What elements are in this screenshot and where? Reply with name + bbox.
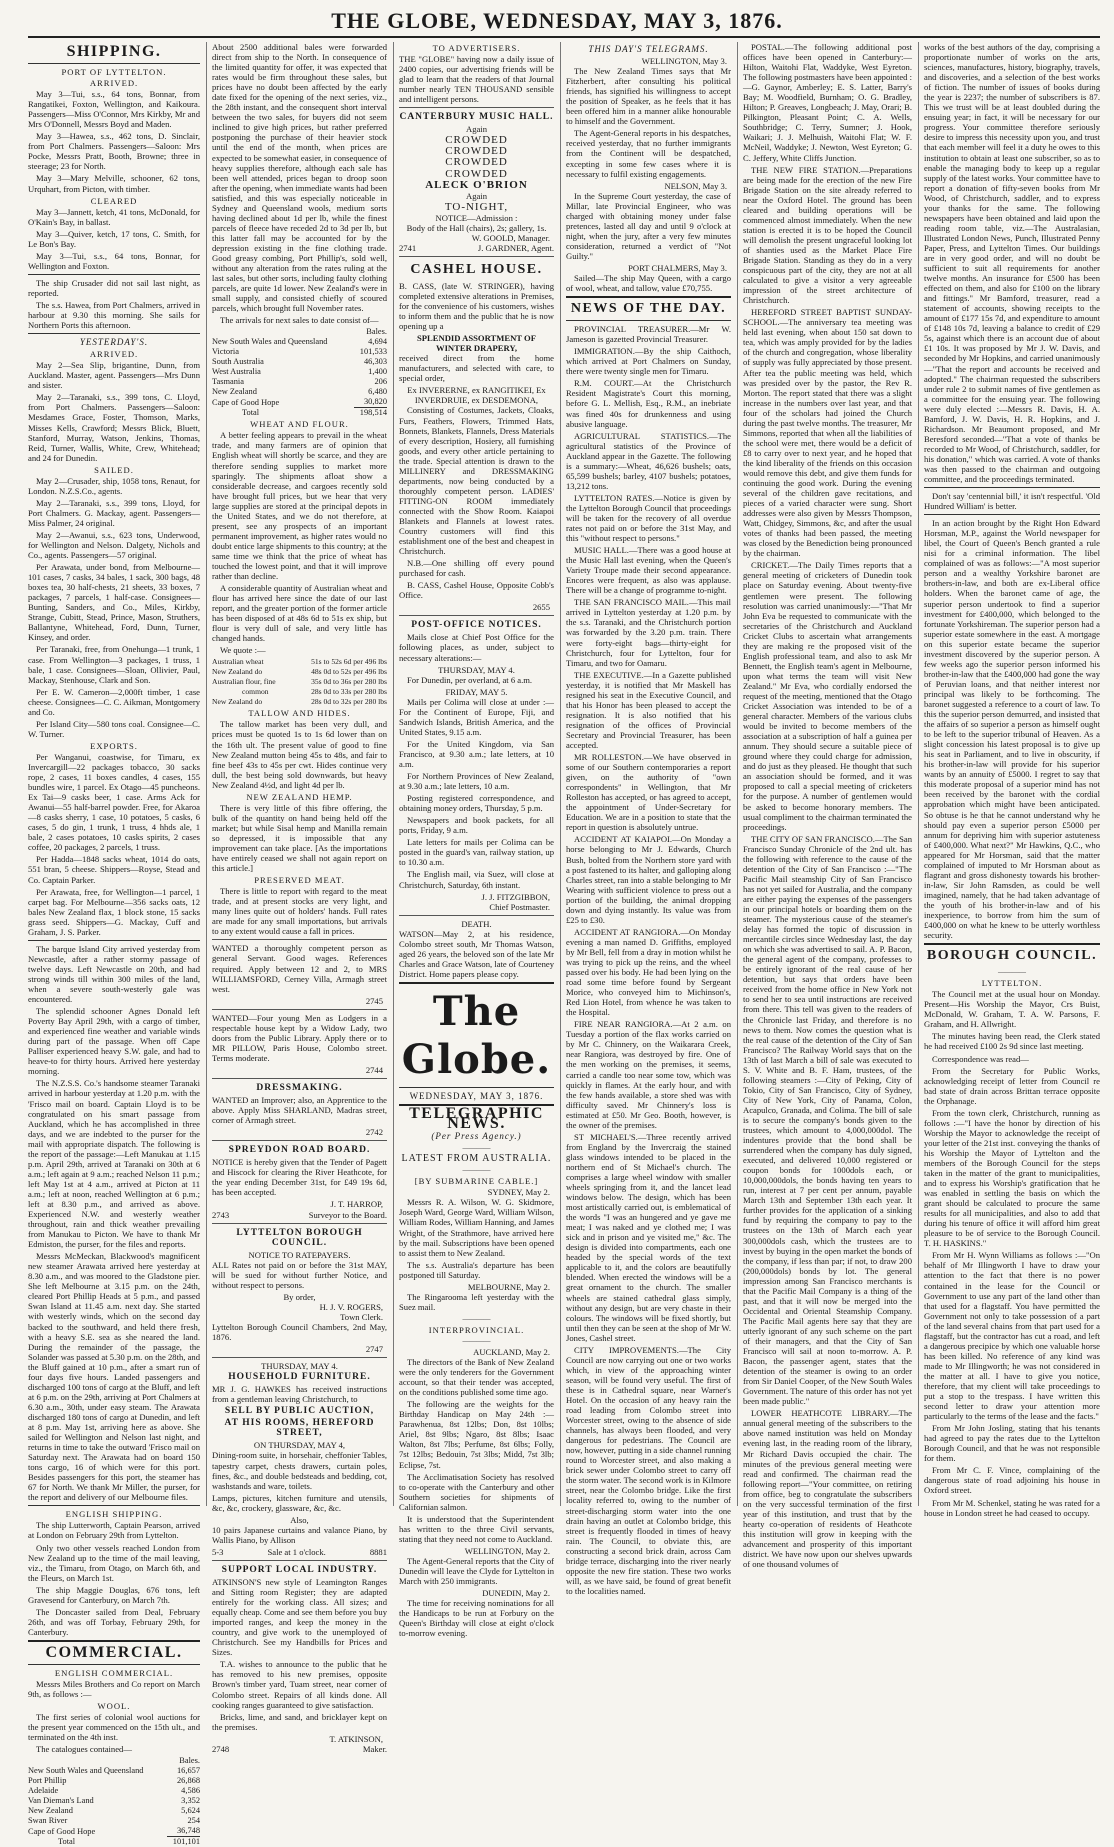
advert-dressmaking: DRESSMAKING. WANTED an Improver; also, an Apprentice to the above. Apply Miss SHARLAND, Madras street, corner of Armagh street. 2742	[212, 1078, 387, 1137]
table-total: Total 101,101	[58, 1837, 200, 1847]
telegram: The Agent-General reports that the City of Dunedin will leave the Clyde for Lyttelton in March with 250 immigrants.	[399, 1555, 554, 1587]
advert-lodgers: WANTED—Four young Men as Lodgers in a respectable house kept by a Widow Lady, two doors from the Public Library. Apply there or to MR PILLOW, Paris House, Colombo street. Terms moderate. 2744	[212, 1009, 387, 1075]
column-rule	[560, 42, 561, 1506]
arrival-entry: May 3—Mary Melville, schooner, 62 tons, Urquhart, from Picton, with timber.	[28, 173, 200, 194]
news-item: THE NEW FIRE STATION.—Preparations are being made for the erection of the new Fire Brigade Station on the site already referred to near the Oxford Hotel. The ground has been cleared and building operations will be commenced almost immediately. When the new station is erected it is to be hoped the Council will demolish the present ungraceful looking lot of shanties used as the Market Place Fire Brigade Station. Standing as they do in a very conspicuous part of the city, they are not at all calculated to give a visitor a very agreeable impression of the street architecture of Christchurch.	[743, 164, 912, 306]
advert-number: 2747	[365, 1344, 383, 1355]
telegram: The s.s. Australia's departure has been postponed till Saturday.	[399, 1259, 554, 1280]
globe-date: WEDNESDAY, MAY 3, 1876.	[409, 1090, 544, 1101]
advert-number: 2743	[212, 1209, 230, 1220]
dateline: NELSON, May 3.	[664, 180, 727, 191]
this-days-telegrams: THIS DAY'S TELEGRAMS.	[588, 44, 709, 54]
hemp-paragraph: There is very little of this fibre offering, the bulk of the quantity on hand being held off the market; but while Sisal hemp and Manilla remain so depressed, it is impossible that any improvement can take place. [As the importations have entirely ceased we shall not again report on this article.]	[212, 802, 387, 874]
council-item: The Council met at the usual hour on Monday. Present—His Worship the Mayor, Crs Buist, McDonald, W. Graham, T. A. W. Parsons, F. Graham, and H. Allwright.	[924, 989, 1100, 1030]
cleared-entry: May 3—Tui, s.s., 64 tons, Bonnar, for Wellington and Foxton.	[28, 250, 200, 271]
telegram: The Acclimatisation Society has resolved to co-operate with the Canterbury and other Southern societies for shipments of Californian salmon.	[399, 1471, 554, 1512]
news-item: ST MICHAEL'S.—Three recently arrived from England by the Invercraig the stained glass windows intended to be placed in the northern end of St Michael's church. The comprises a large wheel window with smaller wheels springing from it, and the lancet lead windows below. The design, which has been most artistically carried out, is emblematical of the words "I was an hungered and ye gave me meat; I was naked and ye clothed me; I was sick and in prison and ye visited me," &c. The design is divided into compartments, each one headed by the special words of the text applicable to it, and the colors are beautifully blended. When erected the windows will be a great ornament to the church. The smaller wheels are stained cathedral glass simply, without any design, but are very chaste in their colours. The windows will be fixed shortly, but until then they can be seen at the shop of Mr W. Jones, Cashel street.	[566, 1131, 731, 1343]
news-item: In an action brought by the Right Hon Edward Horsman, M.P., against the World newspaper for libel, the Court of Queen's Bench granted a rule nisi for a criminal information. The libel complained of was as follows:—"A most superior person and a wealthy Yorkshire baronet are brothers-in-law, and both are ex-Liberal office holders. When the baronet came of age, the superior person undertook to find a superior investment for £400,000, which belonged to the fortunate Yorkshireman. The superior person had a superior estate somewhere in the east. A mortgage on this superior estate became the superior investment discovered by the superior person. A few weeks ago the superior person informed his brother-in-law that the £400,000 had gone the way of Peruvian loans, and that neither interest nor principal was likely to be forthcoming. The baronet suggested a reference to a court of law. To this the superior person demurred, and insisted that the affairs of so superior a person as himself ought to be left to the superior tribunal of Heaven. As a slight concession his latest proposal is to give up his seat in Parliament, and to live in obscurity, if his brother-in-law will provide for his superior wants by an annuity of £5000. I regret to say that this moderate proposal of a superior mind has not been received by the baronet with the cordial approbation which might have been anticipated. So obtuse is he that he cannot understand why he should pay even a superior person £5000 per annum for depriving him with superior astuteness of £400,000. What next?" Mr Hawkins, Q.C., who appeared for Mr Horsman, said that the matter complained of imputed to Mr Horsman about as flagrant and gross dishonesty towards his brother-in-law, Sir John Ramsden, as could be well imagined, namely, that he had taken advantage of the youth of his brother-in-law and of his inexperience, to borrow from him the sum of £400,000 on what he knew to be utterly worthless security.	[924, 518, 1100, 941]
shipping-narrative: The splendid schooner Agnes Donald left Poverty Bay April 29th, with a cargo of timber, and experienced fine weather and variable winds during part of the passage. When off Cape Palliser experienced heavy S.W. gale, and had to heave-to for thirty hours. Arrived here yesterday morning.	[28, 1006, 200, 1077]
english-shipping-heading: ENGLISH SHIPPING.	[65, 1509, 163, 1520]
news-item: PROVINCIAL TREASURER.—Mr W. Jameson is gazetted Provincial Treasurer.	[566, 324, 731, 345]
shipping-narrative: Messrs McMeckan, Blackwood's magnificent new steamer Arawata arrived here yesterday at 8.30 a.m., and was moored to the Gladstone pier. She left Melbourne at 3.15 p.m. on the 24th, cleared Port Phillip Heads at 5 p.m., and passed Swan Island at 11.45 a.m. next day. She started with westerly winds, which on the second day backed to the southward, and held there fresh, with a heavy S.E. sea as she neared the land. During the remainder of the passage, the Solander was passed at 5.30 p.m. on the 28th, and the Bluff gained at 10 p.m., after a smart run of four days five hours. Landed passengers and discharged 100 tons of cargo at the Bluff, and left at 6 p.m. on the 29th, arriving at Port Chalmers at 6.30 a.m., 30th, under easy steam. The Arawata discharged 180 tons of cargo at Dunedin, and left at 8 p.m. May 1st, arriving here as above. She sailed for Wellington and Nelson last night, and returns in time to take the outward 'Frisco mail on Saturday next. The Arawata had on board 150 tons cargo, 16 of which were for this port. Besides passengers for this port, the steamer has 67 for North. We thank Mr Miller, the purser, for the report and delivery of our Melbourne files.	[28, 1251, 200, 1503]
post-office-notices: POST-OFFICE NOTICES. Mails close at Chief Post Office for the following places, as under, subject to necessary alterations:— THURSDAY, MAY 4. For Dunedin, per overland, at 6 a.m. FRIDAY, MAY 5. Mails per Colima will close at under :— For the Continent of Europe, Fiji, and Sandwich Islands, British America, and the United States, 9.15 a.m. For the United Kingdom, via San Francisco, at 9.30 a.m.; late letters, at 10 a.m. For Northern Provinces of New Zealand, at 9.30 a.m.; late letters, 10 a.m. Posting registered correspondence, and obtaining money orders, Thursday, 5 p.m. Newspapers and book packets, for all ports, Friday, 9 a.m. Late letters for mails per Colima can be posted in the guard's van, railway station, up to 10.30 a.m. The English mail, via Suez, will close at Christchurch, Saturday, 6th instant. J. J. FITZGIBBON, Chief Postmaster.	[399, 615, 554, 911]
dateline: DUNEDIN, May 2.	[482, 1588, 550, 1599]
cargo-entry: Per E. W. Cameron—2,000ft timber, 1 case cheese. Consignees—C. C. Aikman, Montgomery and Co.	[28, 686, 200, 717]
cargo-entry: Per Island City—580 tons coal. Consignee—C. W. Turner.	[28, 718, 200, 739]
table-row: Australian wheat 51s to 52s 6d per 496 lbs	[212, 657, 387, 667]
preserved-paragraph: There is little to report with regard to the meat trade, and at present stocks are very light, and many lines quite out of holders' hands. Full rates are made for any small importations, but arrivals to any extent would cause a fall in prices.	[212, 886, 387, 937]
wheat-heading: WHEAT AND FLOUR.	[250, 419, 349, 430]
y-sailed-heading: SAILED.	[94, 464, 134, 475]
table-row: Cape of Good Hope 36,748	[28, 1826, 200, 1836]
column-rule	[393, 42, 394, 1506]
news-item: ACCIDENT AT KAIAPOI.—On Monday a horse belonging to Mr J. Edwards, Church Bush, bolted from the Northern store yard with a post fastened to its halter, and galloping along Charles street, ran into a stable belonging to Mr Wearing with sufficient violence to press out a portion of the building, the animal dropping down and dying instantly. Its value was from £25 to £30.	[566, 834, 731, 925]
arrival-entry: May 3—Hawea, s.s., 462 tons, D. Sinclair, from Port Chalmers. Passengers—Saloon: Mrs Pocke, Messrs Pratt, Booth, Browne; three in steerage; 23 for North.	[28, 131, 200, 172]
telegram: The time for receiving nominations for all the Handicaps to be run at Forbury on the Queen's Birthday will close at eight o'clock to-morrow evening.	[399, 1598, 554, 1639]
news-item: CITY IMPROVEMENTS.—The City Council are now carrying out one or two works which, in view of the approaching winter season, will be found very useful. The first of these is in Cathedral square, near Warner's Hotel. On the occasion of any heavy rain the road leading from Colombo street into Worcester street, owing to the absence of side channels, has always been flooded, and very dangerous for pedestrians. The Council are now, however, putting in a side channel running round to Worcester street, and also making a brick sewer under Colombo street to carry off the storm water. The second work is in Kilmore street, near the Colombo bridge. Like the first locality referred to, owing to the number of street-discharging storm water into the one drain having an outlet at Colombo bridge, this street is frequently flooded in times of heavy rain. The Council, to obviate this, are constructing a second brick drain, across Cam bridge terrace, discharging into the river nearly opposite the new fire station. These two works will, as we have said, be found of great benefit to the localities named.	[566, 1344, 731, 1596]
to-advertisers-text: THE "GLOBE" having now a daily issue of 2400 copies, our advertising friends will be glad to learn that the readers of that Journal number nearly TEN THOUSAND sensible and intelligent persons.	[399, 54, 554, 105]
arrived-heading: ARRIVED.	[89, 78, 139, 89]
advert-cashel-house: CASHEL HOUSE. B. CASS, (late W. STRINGER), having completed extensive alterations in Premises, for the convenience of his customers, wishes to inform them and the public that he is now opening up a SPLENDID ASSORTMENT OF WINTER DRAPERY, received direct from the home manufacturers, and selected with care, to special order, Ex INVERERNE, ex RANGITIKEI, Ex INVERDRUIE, ex DESDEMONA, Consisting of Costumes, Jackets, Cloaks, Furs, Feathers, Flowers, Trimmed Hats, Bonnets, Blankets, Flannels, Dress Materials of every description, Hosiery, all furnishing goods, and every other article pertaining to the trade. Special attention is drawn to the MILLINERY and DRESSMAKING departments, now being conducted by a thoroughly competent person. LADIES' FITTING-ON ROOM immediately connected with the Show Room. Kaiapoi Blankets and Flannels at lowest rates. Country customers will find this establishment one of the best and cheapest in Christchurch. N.B.—One shilling off every pound purchased for cash. B. CASS, Cashel House, Opposite Cobb's Office. 2655	[399, 256, 554, 613]
wheat-paragraph: We quote :—	[220, 645, 266, 656]
column-council: works of the best authors of the day, comprising a proportionate number of works on the arts, sciences, manufactures, history, biography, travels, and discoveries, and a selection of the best works of fiction. The number of issues of books during the year is 2237; the number of subscribers is 87. This we trust will be at least doubled during the ensuing year; in fact, it will be necessary for our progress. Your committee therefore seriously desire to impress this necessity upon you, and trust that each member will feel it a duty he owes to this institution to obtain at least one subscriber, so as to enable the managing body to keep up a regular supply of the latest works. Your committee have to report a donation of fifty-seven books from Mr Wood, of Christchurch, saddler, and to express your thanks for the same. The following newspapers have been obtained and laid upon the reading room table, viz.—The Australasian, Illustrated London News, Punch, Illustrated Penny Paper, Press, and Lyttelton Times. Our buildings are in very good order, and will no doubt be sufficient to suit all requirements for another twelve months. An insurance for £500 has been effected on them, and also for £100 on the library and fittings." Mr Bamford, treasurer, read a statement of accounts, showing receipts to the amount of £177 15s 7d, and expenditure to amount of £148 10s 7d, leaving a balance to credit of £29 5s, against which there is an account due of about £1 10s. It was proposed by Mr J. W. Davis, and seconded by Mr Hopkins, and carried unanimously—"That the report and accounts be received and adopted." The chairman requested the subscribers under rule 2 to submit names of five gentlemen as a committee for the ensuing year. The following were duly elected :—Messrs R. Davis, H. A. Bamford, J. W. Davis, H. R. Hopkins, and J. Richardson. Mr Beaumont proposed, and Mr Beresford seconded—"That a vote of thanks be recorded to Mr Wood, of Christchurch, saddler, for his donation," which was carried. A vote of thanks was then passed to the chairman and outgoing committee, and the proceedings terminated. Don't say 'centennial bill,' it isn't respectful. 'Old Hundred William' is better. In an action brought by the Right Hon Edward Horsman, M.P., against the World newspaper for libel, the Court of Queen's Bench granted a rule nisi for a criminal information. The libel complained of was as follows:—"A most superior person and a wealthy Yorkshire baronet are brothers-in-law, and both are ex-Liberal office holders. When the baronet came of age, the superior person undertook to find a superior investment for £400,000, which belonged to the fortunate Yorkshireman. The superior person had a superior estate somewhere in the east. A mortgage on this superior estate became the superior investment discovered by the superior person. A few weeks ago the superior person informed his brother-in-law that the £400,000 had gone the way of Peruvian loans, and that neither interest nor principal was likely to be forthcoming. The baronet suggested a reference to a court of law. To this the superior person demurred, and insisted that the affairs of so superior a person as himself ought to be left to the superior tribunal of Heaven. As a slight concession his latest proposal is to give up his seat in Parliament, and to live in obscurity, if his brother-in-law will provide for his superior wants by an annuity of £5000. I regret to say that this moderate proposal of a superior mind has not been received by the baronet with the cordial approbation which might have been anticipated. So obtuse is he that he cannot understand why he should pay even a superior person £5000 per annum for depriving him with superior astuteness of £400,000. What next?" Mr Hawkins, Q.C., who appeared for Mr Horsman, said that the matter complained of imputed to Mr Horsman about as flagrant and gross dishonesty towards his brother-in-law, Sir John Ramsden, as could be well imagined, namely, that he had taken advantage of the youth of his brother-in-law and of his inexperience, to borrow from him the sum of £400,000 on what he knew to be utterly worthless security. BOROUGH COUNCIL. ———— LYTTELTON. The Council met at the usual hour on Monday. Present—His Worship the Mayor, Crs Buist, McDonald, W. Graham, T. A. W. Parsons, F. Graham, and H. Allwright. The minutes having been read, the Clerk stated he had received £100 2s 9d since last meeting. Correspondence was read— From the Secretary for Public Works, acknowledging receipt of letter from Council re bad state of drain across Brittan terrace opposite the Orphanage. From the town clerk, Christchurch, running as follows :—"I have the honor by direction of his Worship the Mayor to acknowledge the receipt of your letter of the 21st inst. conveying the thanks of his Worship the Mayor of Lyttelton and the members of the Borough Council for the steps taken in the matter of the grant to municipalities, and to express his Worship's gratification that he was enabled in settling the basis on which the grant should be calculated to procure the same results for all municipalities, and also to add that during his tenure of office it will afford him great pleasure to be of service to the Borough Council. T. H. HASKINS." From Mr H. Wynn Williams as follows :—"On behalf of Mr Illingworth I have to draw your attention to the fact that there is no power contained in the lease for the Council or Government to use any part of the land other than that used for a flagstaff. You have permitted the Government not only to take possession of a part of the land several chains from that part used for a flagstaff, but the contractor has cut a road, and left a dangerous precipice by which one valuable horse has been killed. No reference of any kind was made to Mr Illingworth; he was not considered in the matter at all. I have to give you notice, therefore, that my client will take proceedings to put a stop to the trespass. I have written this second letter to draw your attention more particularly to the terms of the lease and the facts." From Mr John Josling, stating that his tenants had agreed to pay the rates due to the Lyttelton Borough Council, and that he was not responsible for them. From Mr C. F. Vince, complaining of the dangerous state of road adjoining his house in Oxford street. From Mr M. Schenkel, stating he was rated for a house in London street he had ceased to occupy.	[924, 42, 1100, 1518]
to-advertisers-heading: TO ADVERTISERS.	[432, 43, 521, 53]
news-item: THE SAN FRANCISCO MAIL.—This mail arrived in Lyttelton yesterday at 1.20 p.m. by the s.s. Taranaki, and the Christchurch portion was forwarded by the 3.20 p.m. train. There were forty-eight bags—thirty-eight for Christchurch, four for Lyttelton, four for Timaru, and two for Oamaru.	[566, 597, 731, 668]
council-item: From the Secretary for Public Works, acknowledging receipt of letter from Council re bad state of drain across Brittan terrace opposite the Orphanage.	[924, 1065, 1100, 1106]
table-row: South Australia 46,303	[212, 357, 387, 367]
bales-header: Bales.	[179, 1756, 200, 1766]
wool-paragraph: The first series of colonial wool auctions for the present year commenced on the 15th ult., and terminated on the 4th inst.	[28, 1712, 200, 1743]
column-rule	[206, 42, 207, 1506]
shipping-heading: SHIPPING.	[66, 43, 162, 60]
news-item: CRICKET.—The Daily Times reports that a general meeting of cricketers of Dunedin took place on Saturday evening. About twenty-five gentlemen were present. The following resolution was carried unanimously:—"That Mr John Eva be requested to communicate with the secretaries of the Christchurch and Auckland Cricket Clubs to ascertain what arrangements they are making re the proposed visit of the English professional team, and also to ask Mr Bennett, the English team's agent in Melbourne, upon what terms the team will visit New Zealand." Mr Eva, who cordially endorsed the request of the meeting, mentioned that the Otago Cricket Association was intended to be of a general character. Members of the various clubs would be invited to become members of the association at a subscription of half a guinea per annum. They should secure a suitable piece of ground where they could charge for admission, and do just as they pleased. He thought that such an association should be formed, and it was proposed to call a special meeting of cricketers for the purpose. A number of gentlemen would be asked to become honorary members. The usual compliment to the chairman terminated the proceedings.	[743, 560, 912, 832]
council-item: From Mr C. F. Vince, complaining of the dangerous state of road adjoining his house in Oxford street.	[924, 1465, 1100, 1496]
dateline: AUCKLAND, May 2.	[473, 1347, 550, 1358]
dateline: WELLINGTON, May 3.	[641, 56, 727, 67]
advert-auction: THURSDAY, MAY 4. HOUSEHOLD FURNITURE. MR J. G. HAWKES has received instructions from a gentleman leaving Christchurch, to SELL BY PUBLIC AUCTION, AT HIS ROOMS, HEREFORD STREET, ON THURSDAY, MAY 4, Dining-room suite, in horsehair, cheffonier Tables, tapestry carpet, chests drawers, curtain poles, fines, &c., and double bedsteads and bedding, cot, washstands and ware, toilets. Lamps, pictures, kitchen furniture and utensils, &c, &c, crockery, glassware, &c, &c. Also, 10 pairs Japanese curtains and valance Piano, by Wallis Piano, by Allison 5-3 Sale at 1 o'clock. 8881	[212, 1357, 387, 1557]
dateline: PORT CHALMERS, May 3.	[628, 262, 727, 273]
news-item: AGRICULTURAL STATISTICS.—The agricultural statistics of the Province of Auckland appear in the Gazette. The following is a summary:—Wheat, 46,626 bushels; oats, 65,599 bushels; barley, 4107 bushels; potatoes, 13,212 tons.	[566, 430, 731, 491]
masthead-rule	[28, 36, 1100, 38]
arrival-entry: May 3—Tui, s.s., 64 tons, Bonnar, from Rangatikei, Foxton, Wellington, and Kaikoura. Passengers—Miss O'Connor, Mrs Kirkby, Mr and Mrs O'Donnell, Messrs Boyd and Maden.	[28, 89, 200, 130]
y-arrived-heading: ARRIVED.	[89, 349, 139, 360]
dateline: WELLINGTON, May 2.	[464, 1545, 550, 1556]
cargo-entry: Per Taranaki, free, from Onehunga—1 trunk, 1 case. From Wellington—3 packages, 1 truss, 1 bale, 1 case. Consignees—Sloan, Ollivier, Paul, Mackay, Stenhouse, Clark and Son.	[28, 644, 200, 685]
english-shipping-entry: Only two other vessels reached London from New Zealand up to the time of the mail leaving, viz., the Timaru, from Otago, on March 6th, and the Fleurs, on March 1st.	[28, 1542, 200, 1583]
telegram: In the Supreme Court yesterday, the case of Millar, late Provincial Engineer, who was charged with obtaining money under false pretences, lasted all day and until 9 o'clock at night, when the jury, after a very few minutes consideration, returned a verdict of "Not Guilty."	[566, 190, 731, 261]
news-item: LOWER HEATHCOTE LIBRARY.—The annual general meeting of the subscribers to the above named institution was held on Monday evening last, in the reading room of the library, Mr Richard Davis occupied the chair. The minutes of the previous general meeting were read and confirmed. The chairman read the following report—"Your committee, on retiring from office, beg to congratulate the subscribers on the very successful termination of the first year of this institution, and trust that by the hearty co-operation of residents of Heathcote this institution will grow in keeping with the advancement and prosperity of this important district. We have now upon our shelves upwards of one thousand volumes of	[743, 1408, 912, 1570]
market-paragraph: The arrivals for next sales to date consist of—	[220, 315, 379, 326]
column-shipping	[28, 42, 200, 1847]
table-row: Cape of Good Hope 30,820	[212, 397, 387, 407]
table-row: New Zealand do 48s 0d to 52s per 496 lbs	[212, 667, 387, 677]
advert-lyttelton-rates: LYTTELTON BOROUGH COUNCIL. NOTICE TO RATEPAYERS. ALL Rates not paid on or before the 31st MAY, will be sued for without further Notice, and without respect to persons. By order, H. J. V. ROGERS, Town Clerk. Lyttelton Borough Council Chambers, 2nd May, 1876. 2747	[212, 1223, 387, 1355]
telegram: The following are the weights for the Birthday Handicap on May 24th :—Parawhenua, 8st 12lbs; Don, 8st 10lbs; Ariel, 8st 9lbs; Ngaro, 8st 8lbs; Isaac Walton, 8st 7lbs; Perfume, 8st 6lbs; Folly, 7st 12lbs; Bedouin, 7st 3lbs; Midd, 7st 3lb; Eclipse, 7st.	[399, 1399, 554, 1470]
shipping-note: The s.s. Hawea, from Port Chalmers, arrived in harbour at 9.30 this morning. She sails for Northern Ports this afternoon.	[28, 299, 200, 331]
news-item: MR ROLLESTON.—We have observed in some of our Southern contemporaries a report given, on the authority of "own correspondents" in Wellington, that Mr Rolleston has accepted, or has agreed to accept, the appointment of Under-Secretary for Education. We are in a position to state that the report in question is absolutely untrue.	[566, 752, 731, 833]
table-row: Swan River 254	[28, 1816, 200, 1826]
advert-servant: WANTED a thoroughly competent person as general Servant. Good wages. References required. Apply between 12 and 2, to MRS WILLIAMSFORD, Cerney Villa, Armagh street west. 2745	[212, 939, 387, 1005]
news-item: R.M. COURT.—At the Christchurch Resident Magistrate's Court this morning, before G. L. Mellish, Esq., R.M., an inebriate was fined 40s for drunkenness and using abusive language.	[566, 378, 731, 429]
telegram: The directors of the Bank of New Zealand were the only tenderers for the Government account, so that their tender was accepted, on the conditions published some time ago.	[399, 1357, 554, 1398]
y-sailed-entry: May 2—Crusader, ship, 1058 tons, Renaut, for London. N.Z.S.Co., agents.	[28, 475, 200, 496]
y-sailed-entry: May 2—Taranaki, s.s., 399 tons, Lloyd, for Port Chalmers. G. Mackay, agent. Passengers—Miss Palmer, 24 original.	[28, 497, 200, 528]
table-row: common 28s 0d to 33s per 280 lbs	[242, 687, 387, 697]
borough-council-heading: BOROUGH COUNCIL.	[926, 948, 1098, 964]
table-row: Port Phillip 26,868	[28, 1776, 200, 1786]
column-news	[566, 42, 731, 1596]
telegram: The Agent-General reports in his despatches, received yesterday, that no further immigrants from the Continent will be despatched, excepting in some few cases where it is necessary to fulfil existing engagements.	[566, 128, 731, 179]
exports-heading: EXPORTS.	[90, 740, 138, 751]
arrivals-table: Bales. New South Wales and Queensland 4,694 Victoria 101,533 South Australia 46,303 West Australia 1,400 Tasmania 206 New Zealand 6,480 Cape of Good Hope 30,820 Total 198,514	[212, 327, 387, 418]
catalogue-intro: The catalogues contained—	[36, 1744, 132, 1755]
column-rule	[918, 42, 919, 1506]
by-cable: [BY SUBMARINE CABLE.]	[414, 1176, 539, 1187]
advert-spreydon: SPREYDON ROAD BOARD. NOTICE is hereby given that the Tender of Pagett and Hiscock for clearing the River Heathcote, for the year ending December 31st, for £49 19s 6d, has been accepted. J. T. HARROP, 2743 Surveyor to the Board.	[212, 1140, 387, 1219]
column-rule	[737, 42, 738, 1506]
news-of-day-heading: NEWS OF THE DAY.	[570, 301, 727, 317]
news-item: IMMIGRATION.—By the ship Caithoch, which arrived at Port Chalmers on Sunday, there were twenty single men for Timaru.	[566, 346, 731, 377]
advert-number: 2745	[365, 995, 383, 1006]
telegram: The New Zealand Times says that Mr Fitzherbert, after consulting his political friends, has signified his willingness to accept the position of Speaker, as he feels that it has been offered him in a manner alike honourable to himself and the Government.	[566, 66, 731, 127]
telegraphic-heading: TELEGRAPHIC NEWS.	[409, 1104, 544, 1133]
table-row: New Zealand 5,624	[28, 1806, 200, 1816]
table-total: Total 198,514	[242, 408, 387, 418]
cleared-entry: May 3—Jannett, ketch, 41 tons, McDonald, for O'Kain's Bay, in ballast.	[28, 206, 200, 227]
table-row: Australian flour, fine 35s 0d to 36s per 280 lbs	[212, 677, 387, 687]
english-shipping-entry: The ship Lutterworth, Captain Pearson, arrived at London on February 29th from Lyttelton.	[28, 1520, 200, 1541]
news-item: MUSIC HALL.—There was a good house at the Music Hall last evening, when the Queen's Variety Troupe made their second appearance. Encores were frequent, as also was applause. There will be a change of programme to-night.	[566, 545, 731, 596]
news-item: FIRE NEAR RANGIORA.—At 2 a.m. on Tuesday a portion of the flax works carried on by Mr C. Chinnery, on the Waikarara Creek, near Rangiora, was destroyed by fire. One of the men working on the premises, it seems, carried a candle too near some tow, which was quickly in flames. At the early hour, and with the few hands available, a store shed was with difficulty saved. Mr Chinnery's loss is estimated at £50. Mr Geo. Booth, however, is the owner of the premises.	[566, 1019, 731, 1130]
advert-music-hall: CANTERBURY MUSIC HALL. Again CROWDED CROWDED CROWDED CROWDED ALECK O'BRION Again TO-NIGHT, NOTICE—Admission : Body of the Hall (chairs), 2s; gallery, 1s. W. GOOLD, Manager. 2741 J. GARDNER, Agent.	[399, 107, 554, 253]
yesterdays-heading: YESTERDAY'S.	[79, 337, 149, 348]
port-heading: PORT OF LYTTELTON.	[61, 67, 167, 77]
council-item: From Mr M. Schenkel, stating he was rated for a house in London street he had ceased to occupy.	[924, 1497, 1100, 1518]
table-row: Van Dieman's Land 3,352	[28, 1796, 200, 1806]
dateline: SYDNEY, May 2.	[487, 1187, 550, 1198]
council-item: The minutes having been read, the Clerk stated he had received £100 2s 9d since last meeting.	[924, 1031, 1100, 1052]
latest-australia: LATEST FROM AUSTRALIA.	[401, 1153, 552, 1165]
council-item: From the town clerk, Christchurch, running as follows :—"I have the honor by direction of his Worship the Mayor to acknowledge the receipt of your letter of the 21st inst. conveying the thanks of his Worship the Mayor of Lyttelton and the members of the Borough Council for the steps taken in the matter of the grant to municipalities, and to express his Worship's gratification that he was enabled in settling the basis on which the grant should be calculated to procure the same results for all municipalities, and also to add that during his tenure of office it will afford him great pleasure to be of service to the Borough Council. T. H. HASKINS."	[924, 1107, 1100, 1249]
market-paragraph: About 2500 additional bales were forwarded direct from ship to the North. In consequence of the limited quantity for offer, it was expected that rates would be firm throughout these sales, but prices have no doubt been affected by the early date fixed for the opening of the next series, viz., the 28th instant, and the consequent short interval between the two sales, for buyers did not seem inclined to give high prices, but rather preferred postponing the purchase of their heavier stock until the end of the month, when prices are expected to be somewhat easier, in consequence of heavy supplies therefore, although each sale has been well attended, prices began to droop soon after the opening, when immediate wants had been satisfied, and this was especially noticeable in Sydney and Queensland wools, medium sorts having declined about 1d per lb, while the finest parcels of fleece have receded 2d to 3d per lb, but this latter fall may be accounted for by the depression existing in the fine clothing trade. Good greasy combing, Port Phillip's, sold well, without any alteration from the rates ruling at the last sales, but other sorts, including faulty clothing parcels, are quite 1d lower. New Zealand's were in small supply, and consisted chiefly of scoured parcels, which brought full November rates.	[212, 42, 387, 314]
advert-atkinson: SUPPORT LOCAL INDUSTRY. ATKINSON'S new style of Leamington Ranges and Sitting room Register; they are adapted entirely for the working class. All sizes; and equally cheap. Come and see them before you buy imported ranges, and keep the money in the country, and give work to the unemployed of Christchurch. See my Handbills for Prices and Sizes. T.A. wishes to announce to the public that he has removed to his new premises, opposite Brown's timber yard, Tuam street, near corner of Colombo street. Repairs of all kinds done. All cooking ranges guaranteed to give satisfaction. Bricks, lime, and sand, and bricklayer kept on the premises. T. ATKINSON, 2748 Maker.	[212, 1560, 387, 1754]
english-shipping-entry: The Doncaster sailed from Deal, February 26th, and was off Torbay, February 29th, for Canterbury.	[28, 1606, 200, 1637]
dateline: MELBOURNE, May 2.	[467, 1281, 550, 1292]
advert-number: 2744	[365, 1064, 383, 1075]
cargo-entry: Per Arawata, under bond, from Melbourne—101 cases, 7 casks, 34 bales, 1 sack, 300 bags, 48 boxes tea, 30 half-chests, 21 sheets, 33 boxes, 7 packages, 7 parcels, 1 half-case. Consignees—Bunting, Sanders, and Co., Miles, Kirkby, Strange, Cubitt, Stead, Prince, Mason, Struthers, Ballantyne, Whitehead, Ford, Dunn, Turner, Kinsey, and order.	[28, 562, 200, 643]
column-adverts: TO ADVERTISERS. THE "GLOBE" having now a daily issue of 2400 copies, our advertising friends will be glad to learn that the readers of that Journal number nearly TEN THOUSAND sensible and intelligent persons. CANTERBURY MUSIC HALL. Again CROWDED CROWDED CROWDED CROWDED ALECK O'BRION Again TO-NIGHT, NOTICE—Admission : Body of the Hall (chairs), 2s; gallery, 1s. W. GOOLD, Manager. 2741 J. GARDNER, Agent. CASHEL HOUSE. B. CASS, (late W. STRINGER), having completed extensive alterations in Premises, for the convenience of his customers, wishes to inform them and the public that he is now opening up a SPLENDID ASSORTMENT OF WINTER DRAPERY, received direct from the home manufacturers, and selected with care, to special order, Ex INVERERNE, ex RANGITIKEI, Ex INVERDRUIE, ex DESDEMONA, Consisting of Costumes, Jackets, Cloaks, Furs, Feathers, Flowers, Trimmed Hats, Bonnets, Blankets, Flannels, Dress Materials of every description, Hosiery, all furnishing goods, and every other article pertaining to the trade. Special attention is drawn to the MILLINERY and DRESSMAKING departments, now being conducted by a thoroughly competent person. LADIES' FITTING-ON ROOM immediately connected with the Show Room. Kaiapoi Blankets and Flannels at lowest rates. Country customers will find this establishment one of the best and cheapest in Christchurch. N.B.—One shilling off every pound purchased for cash. B. CASS, Cashel House, Opposite Cobb's Office. 2655 POST-OFFICE NOTICES. Mails close at Chief Post Office for the following places, as under, subject to necessary alterations:— THURSDAY, MAY 4. For Dunedin, per overland, at 6 a.m. FRIDAY, MAY 5. Mails per Colima will close at under :— For the Continent of Europe, Fiji, and Sandwich Islands, British America, and the United States, 9.15 a.m. For the United Kingdom, via San Francisco, at 9.30 a.m.; late letters, at 10 a.m. For Northern Provinces of New Zealand, at 9.30 a.m.; late letters, 10 a.m. Posting registered correspondence, and obtaining money orders, Thursday, 5 p.m. Newspapers and book packets, for all ports, Friday, 9 a.m. Late letters for mails per Colima can be posted in the guard's van, railway station, up to 10.30 a.m. The English mail, via Suez, will close at Christchurch, Saturday, 6th instant. J. J. FITZGIBBON, Chief Postmaster. DEATH. WATSON—May 2, at his residence, Colombo street south, Mr Thomas Watson, aged 26 years, the beloved son of the late Mr Charles and Grace Watson, late of Courteney District. Home papers please copy. The Globe. WEDNESDAY, MAY 3, 1876. TELEGRAPHIC NEWS. (Per Press Agency.) ———— LATEST FROM AUSTRALIA. ———— [BY SUBMARINE CABLE.] SYDNEY, May 2. Messrs R. A. Wilson, W. G. Skidmore, Joseph Ward, George Ward, William Wilson, William Rodes, William Hanning, and James Wright, of the Strathmore, have arrived here by the mail. Subscriptions have been opened to assist them to New Zealand. The s.s. Australia's departure has been postponed till Saturday. MELBOURNE, May 2. The Ringarooma left yesterday with the Suez mail. ———— INTERPROVINCIAL. ———— AUCKLAND, May 2. The directors of the Bank of New Zealand were the only tenderers for the Government account, so that their tender was accepted, on the conditions published some time ago. The following are the weights for the Birthday Handicap on May 24th :—Parawhenua, 8st 12lbs; Don, 8st 10lbs; Ariel, 8st 9lbs; Ngaro, 8st 8lbs; Isaac Walton, 8st 7lbs; Perfume, 8st 6lbs; Folly, 7st 12lbs; Bedouin, 7st 3lbs; Midd, 7st 3lb; Eclipse, 7st. The Acclimatisation Society has resolved to co-operate with the Canterbury and other Southern societies for shipments of Californian salmon. It is understood that the Superintendent has written to the three Civil servants, stating that they need not come to Auckland. WELLINGTON, May 2. The Agent-General reports that the City of Dunedin will leave the Clyde for Lyttelton in March with 250 immigrants. DUNEDIN, May 2. The time for receiving nominations for all the Handicaps to be run at Forbury on the Queen's Birthday will close at eight o'clock to-morrow evening.	[399, 43, 555, 1639]
globe-title: The Globe.	[401, 987, 552, 1083]
council-item: From Mr John Josling, stating that his tenants had agreed to pay the rates due to the Lyttelton Borough Council, and that he was not responsible for them.	[924, 1423, 1100, 1464]
shipping-narrative: The N.Z.S.S. Co.'s handsome steamer Taranaki arrived in harbour yesterday at 1.20 p.m. with the 'Frisco mail on board. Captain Lloyd is to be congratulated on his smart passage from Auckland, which he has accomplished in three days, and we are indebted to the purser for the mail with appropriate dispatch. The following is the report of the passage:—Left Manukau at 1.15 p.m. April 29th, arrived at Taranaki on 30th at 6 a.m.; left again at 9 a.m.; reached Nelson 11 p.m.; left May 1st at 4 a.m., arrived at Picton at 11 a.m.; left at noon, reached Wellington at 6 p.m.; left at 8.30 p.m., and arrived as above. Experienced N.W. and westerly weather throughout, rain and thick weather prevailing from Manukau to Picton. We have to thank Mr Edmiston, the purser, for the files and reports.	[28, 1078, 200, 1250]
table-row: Tasmania 206	[212, 377, 387, 387]
press-agency: (Per Press Agency.)	[431, 1131, 522, 1142]
table-row: Adelaide 4,586	[28, 1786, 200, 1796]
death-notice: DEATH. WATSON—May 2, at his residence, Colombo street south, Mr Thomas Watson, aged 26 years, the beloved son of the late Mr Charles and Grace Watson, late of Courteney District. Home papers please copy.	[399, 915, 554, 979]
table-row: Victoria 101,533	[212, 347, 387, 357]
interprovincial-heading: INTERPROVINCIAL.	[428, 1324, 525, 1335]
commercial-intro: Messrs Miles Brothers and Co report on March 9th, as follows :—	[28, 1678, 200, 1700]
english-commercial-heading: ENGLISH COMMERCIAL.	[54, 1667, 174, 1678]
hemp-heading: NEW ZEALAND HEMP.	[246, 791, 353, 802]
tallow-heading: TALLOW AND HIDES.	[248, 708, 351, 719]
news-item: THE EXECUTIVE.—In a Gazette published yesterday, it is notified that Mr Maskell has resigned his seat in the Executive Council, and that his Honor has been pleased to accept the resignation. It is also notified that his resignation of the offices of Provincial Secretary and Provincial Treasurer, has been accepted.	[566, 669, 731, 750]
column-news-continued	[743, 42, 912, 1570]
table-row: New South Wales and Queensland 4,694	[212, 337, 387, 347]
advert-number: 2742	[365, 1127, 383, 1138]
telegram: Sailed—The ship May Queen, with a cargo of wool, wheat, and tallow, value £70,755.	[566, 273, 731, 294]
export-entry: Per Wanganui, coastwise, for Timaru, ex Invercargill—22 packages tobacco, 30 sacks rope, 2 cases, 11 boxes candles, 4 cases, 155 bundles wire, 1 parcel. Ex Otago—45 puncheons. Ex Tai—9 casks beer, 1 case. Arms Ack for Awanui—55 half-barrel powder. Free, for Akaroa—8 casks sherry, 1 case, 10 potatoes, 5 casks, 6 cases, 5 do gin, 1 trunk, 1 truss, 4 hhds ale, 1 bale, 2 cases potatoes, 10 casks spirits, 2 cases coffee, 20 packages, 2 parcels, 1 truss.	[28, 751, 200, 853]
cleared-entry: May 3—Quiver, ketch, 17 tons, C. Smith, for Le Bon's Bay.	[28, 228, 200, 249]
tallow-paragraph: The tallow market has been very dull, and prices must be quoted 1s to 1s 6d lower than on the 16th ult. The present value of good to fine New Zealand mutton being 45s to 48s, and fair to fine beef 43s to 45s per cwt. Hides continue very dull, the best being sold downwards, but heavy New Zealand 4½d, and light 4d per lb.	[212, 719, 387, 790]
y-arrival-entry: May 2—Taranaki, s.s., 399 tons, C. Lloyd, from Port Chalmers. Passengers—Saloon: Mesdames Grace, Foster, Thomson, Marks, Misses Kells, Crawford; Messrs Blick, Bluett, Stanford, Murray, Watson, Jenkins, Thomas, Reid, Turner, Wallis, White, Crew, Whitehead; and 24 for Dunedin.	[28, 392, 200, 463]
wool-heading: WOOL.	[97, 1701, 131, 1712]
wool-table	[28, 1756, 200, 1847]
table-row: New Zealand 6,480	[212, 387, 387, 397]
news-item: HEREFORD STREET BAPTIST SUNDAY-SCHOOL.—The anniversary tea meeting was held last evening, when about 150 sat down to tea, which was amply provided for by the ladies of the church and congregation, whose liberality of supply was fully appreciated by those present. After tea the public meeting was held, which was presided over by the pastor, the Rev R. Morton. The report stated that there was a slight increase in the numbers over last year, and that four of the scholars had joined the Church during the past twelve months. The treasurer, Mr Simmons, reported that when all the liabilities of the school were met, there would be a deficit of £8 to carry over to next year, and he hoped that the kind liberality of the friends on this occasion would remove this debt, and give them funds for continuing the good work. During the evening several of the children gave recitations, and pieces of a varied character were sung. Short addresses were also given by Messrs Thompson, Watt, Chidgey, Simmons, &c, and after the usual votes of thanks had been passed, the meeting was closed by the Benediction being pronounced by the chairman.	[743, 307, 912, 559]
english-shipping-entry: The ship Maggie Douglas, 676 tons, left Gravesend for Canterbury, on March 7th.	[28, 1584, 200, 1605]
news-item: LYTTELTON RATES.—Notice is given by the Lyttelton Borough Council that proceedings will be taken for the recovery of all overdue rates not paid on or before the 31st May, and this "without respect to persons."	[566, 492, 731, 544]
cleared-heading: CLEARED	[90, 195, 138, 206]
table-row: West Australia 1,400	[212, 367, 387, 377]
y-sailed-entry: May 2—Awanui, s.s., 623 tons, Underwood, for Wellington and Nelson. Dalgety, Nichols and Co., agents. Passengers—57 original.	[28, 529, 200, 561]
news-item: ACCIDENT AT RANGIORA.—On Monday evening a man named D. Griffiths, employed by Mr Bell, fell from a dray in motion whilst he was trying to pick up the reins, and the wheel passed over his body. He had been lying on the road some time before found by Sergeant Morice, who conveyed him to Michinson's, Red Lion Hotel, from whence he was taken to the Hospital.	[566, 926, 731, 1018]
table-row: New South Wales and Queensland 16,657	[28, 1766, 200, 1776]
shipping-narrative: The barque Island City arrived yesterday from Newcastle, after a rather stormy passage of twelve days. Left Newcastle on 20th, and had strong winds till within 300 miles of the land, when a severe south-westerly gale was encountered.	[28, 943, 200, 1005]
telegram: Messrs R. A. Wilson, W. G. Skidmore, Joseph Ward, George Ward, William Wilson, William Rodes, William Hanning, and James Wright, of the Strathmore, have arrived here by the mail. Subscriptions have been opened to assist them to New Zealand.	[399, 1197, 555, 1258]
table-row: New Zealand do 28s 0d to 32s per 280 lbs	[212, 697, 387, 707]
export-entry: Per Hadda—1848 sacks wheat, 1014 do oats, 551 bran, 5 cheese. Shippers—Royse, Stead and Co. Captain Parker.	[28, 854, 200, 885]
wheat-paragraph: A considerable quantity of Australian wheat and flour has arrived here since the date of our last report, and the greater portion of the former article has been disposed of at 48s 6d to 51s ex ship, but flour is very dull of sale, and very little has changed hands.	[212, 583, 387, 644]
masthead: THE GLOBE, WEDNESDAY, MAY 3, 1876.	[331, 8, 783, 33]
lyttelton-subheading: LYTTELTON.	[981, 978, 1043, 989]
telegram: The Ringarooma left yesterday with the Suez mail.	[399, 1291, 554, 1312]
news-item: THE CITY OF SAN FRANCISCO.—The San Francisco Sunday Chronicle of the 2nd ult. has the following with reference to the cause of the detention of the City of San Francisco :—"The Pacific Mail steamship City of San Francisco has not yet sailed for Australia, and the company are either paying the expenses of the passengers in our principal hotels or boarding them on the steamer. The mysterious cause of the steamer's delay has formed the topic of discussion in mercantile circles since Wednesday last, the day on which she was advertised to sail. A. P. Bacon, the general agent of the company, professes to be entirely ignorant of the real cause of her detention, but says that orders have been received from the home office in New York not to send her to sea until instructions are received from there. This tell was given to the readers of the Chronicle last Friday, and therefore is no news to them. Now comes the question what is the real cause of the detention of the City of San Francisco? The Railway World says that on the 13th of last March a bill of sale was executed to S. V. White and B. F. Ham, trustees, of the following steamers :—City of Peking, City of Tokio, City of San Francisco, City of Sydney, City of New York, City of Panama, Colon, Acapulco, Granada, and Colima. The bill of sale is to secure the company's bonds given to the trustees, which amount to 4,000,000dol. The indentures provide that the bond shall be surrendered when the company has duly signed, executed, and delivered 10,000 registered or coupon bonds for 1000dols each, or 10,000,000dols, the bonds having ten years to run, interest at 7 per cent per annum, payable March 13th and September 13th each year. It further provides for the application of a sinking fund by requiring the company to pay to the trustees on the 13th of March each year 300,000dols cash, which the trustees are to invest by buying in the open market the bonds of the company, if less than par; if not, to draw 200 (200,000dols) bonds by lot. The general impression among San Francisco merchants is that the Pacific Mail Company is a thing of the past, and that it will now be merged into the Occidental and Oriental Steamship Company. The Pacific Mail agents here say that they are utterly ignorant of any such scheme on the part of their managers, and that the City of San Francisco will sail at noon to-morrow. A. P. Bacon, the passenger agent, states that the detention of the steamer is owing to an order from Sir Daniel Cooper, of the New South Wales Government. The nature of this order has not yet been made public."	[743, 833, 912, 1407]
wheat-paragraph: A better feeling appears to prevail in the wheat trade, and many farmers are of opinion that English wheat will shortly be scarce, and they are therefore sending supplies to market more sparingly. The shipments afloat show a considerable decrease, and cargoes recently sold have brought full prices, but we hear that very large supplies are stored at the principal depots in the United States, and we do not therefore, at present, see any prospects of an important permanent improvement, as higher rates would no doubt entice large shipments to this country; at the same time we think that the price of wheat has touched the lowest point, and that it will improve rather than decline.	[212, 430, 387, 582]
news-item: Don't say 'centennial bill,' it isn't respectful. 'Old Hundred William' is better.	[924, 491, 1100, 512]
export-entry: Per Arawata, free, for Wellington—1 parcel, 1 carpet bag. For Melbourne—356 sacks oats, 12 bales New Zealand flax, 1 block stone, 15 sacks grass seed. Shippers—G. Mackay, Cuff and Graham, J. S. Parker.	[28, 886, 200, 937]
commercial-heading: COMMERCIAL.	[45, 1643, 183, 1661]
wheat-table	[212, 657, 387, 707]
telegram: It is understood that the Superintendent has written to the three Civil servants, stating that they need not come to Auckland.	[399, 1513, 554, 1544]
column-commercial	[212, 42, 387, 1754]
council-item: Correspondence was read—	[932, 1053, 1029, 1064]
news-item: POSTAL.—The following additional post offices have been opened in Canterbury:—Hilton, Waitohi Flat, Waddyke, West Eyreton. The following postmasters have been appointed :—G. Gaynor, Amberley; E. S. Latter, Barry's Bay; M. Woodfield, Burnham; O. G. Bradley, Hilton; P. Greaves, Longbeach; J. May, Orari; B. Pilkington, Pleasant Point; C. A. Wells, Southbridge; C. Terry, Sumner; J. Hook, Waikari; J. J. Melhuish, Waitohi Flat; W. F. McNeil, Waddyke; J. Newton, West Eyreton; G. C. Jeffery, White Cliffs Junction.	[743, 42, 912, 163]
preserved-heading: PRESERVED MEAT.	[254, 875, 345, 886]
shipping-note: The ship Crusader did not sail last night, as reported.	[28, 277, 200, 298]
council-item: From Mr H. Wynn Williams as follows :—"On behalf of Mr Illingworth I have to draw your attention to the fact that there is no power contained in the lease for the Council or Government to use any part of the land other than that used for a flagstaff. You have permitted the Government not only to take possession of a part of the land several chains from that part used for a flagstaff, but the contractor has cut a road, and left a dangerous precipice by which one valuable horse has been killed. No reference of any kind was made to Mr Illingworth; he was not considered in the matter at all. I have to give you notice, therefore, that my client will take proceedings to put a stop to the trespass. I have written this second letter to draw your attention more particularly to the terms of the lease and the facts."	[924, 1250, 1100, 1422]
news-item: works of the best authors of the day, comprising a proportionate number of works on the arts, sciences, manufactures, history, biography, travels, and discoveries, and a selection of the best works of fiction. The number of issues of books during the year is 2237; the number of subscribers is 87. This we trust will be at least doubled during the ensuing year; in fact, it will be necessary for our progress. Your committee therefore seriously desire to impress this necessity upon you, and trust that each member will feel it a duty he owes to this institution to obtain at least one subscriber, so as to enable the managing body to keep up a regular supply of the latest works. Your committee have to report a donation of fifty-seven books from Mr Wood, of Christchurch, saddler, and to express your thanks for the same. The following newspapers have been obtained and laid upon the reading room table, viz.—The Australasian, Illustrated London News, Punch, Illustrated Penny Paper, Press, and Lyttelton Times. Our buildings are in very good order, and will no doubt be sufficient to suit all requirements for another twelve months. An insurance for £500 has been effected on them, and also for £100 on the library and fittings." Mr Bamford, treasurer, read a statement of accounts, showing receipts to the amount of £177 15s 7d, and expenditure to amount of £148 10s 7d, leaving a balance to credit of £29 5s, against which there is an account due of about £1 10s. It was proposed by Mr J. W. Davis, and seconded by Mr Hopkins, and carried unanimously—"That the report and accounts be received and adopted." The chairman requested the subscribers under rule 2 to submit names of five gentlemen as a committee for the ensuing year. The following were duly elected :—Messrs R. Davis, H. A. Bamford, J. W. Davis, H. R. Hopkins, and J. Richardson. Mr Beaumont proposed, and Mr Beresford seconded—"That a vote of thanks be recorded to Mr Wood, of Christchurch, saddler, for his donation," which was carried. A vote of thanks was then passed to the chairman and outgoing committee, and the proceedings terminated.	[924, 42, 1100, 485]
y-arrival-entry: May 2—Sea Slip, brigantine, Dunn, from Auckland. Master, agent. Passengers—Mrs Dunn and sister.	[28, 360, 200, 391]
